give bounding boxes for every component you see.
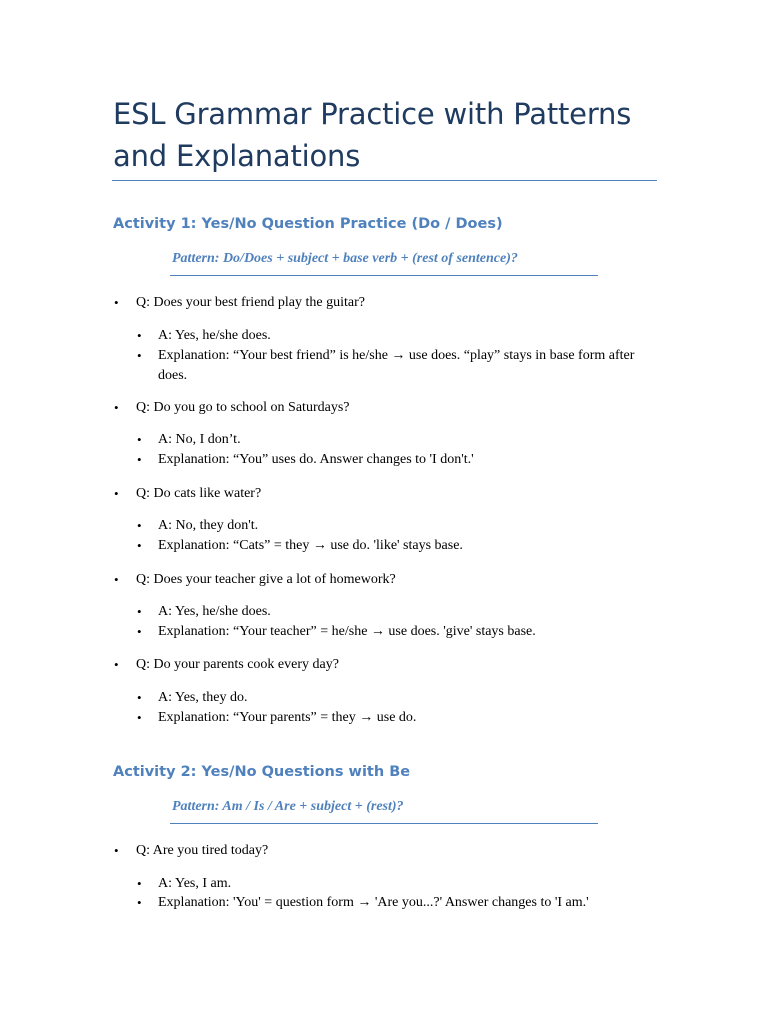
bullet-icon: • [114, 486, 119, 501]
bullet-icon: • [137, 624, 142, 639]
activity-1-pattern-underline [170, 275, 598, 276]
answer-text: A: Yes, he/she does. [158, 604, 271, 619]
bullet-icon: • [137, 328, 142, 343]
explanation-text: Explanation: 'You' = question form → 'Are you...?' Answer changes to 'I am.' [158, 895, 589, 910]
bullet-icon: • [114, 295, 119, 310]
document-title: ESL Grammar Practice with Patterns and Explanations [113, 97, 632, 173]
answer-text: A: No, I don’t. [158, 432, 241, 447]
explanation-text: Explanation: “Cats” = they → use do. 'like' stays base. [158, 538, 463, 553]
bullet-icon: • [114, 400, 119, 415]
title-underline [112, 180, 657, 181]
explanation-text: Explanation: “Your best friend” is he/she → use does. “play” stays in base form after does. [158, 348, 635, 383]
question-text: Q: Do your parents cook every day? [136, 657, 339, 672]
activity-1-pattern: Pattern: Do/Does + subject + base verb + (rest of sentence)? [172, 251, 518, 266]
question-text: Q: Do you go to school on Saturdays? [136, 400, 350, 415]
activity-2-pattern: Pattern: Am / Is / Are + subject + (rest)? [172, 799, 404, 814]
bullet-icon: • [137, 538, 142, 553]
bullet-icon: • [137, 452, 142, 467]
bullet-icon: • [114, 572, 119, 587]
question-text: Q: Does your teacher give a lot of homework? [136, 572, 396, 587]
activity-2-heading: Activity 2: Yes/No Questions with Be [113, 764, 411, 780]
question-text: Q: Does your best friend play the guitar? [136, 295, 365, 310]
bullet-icon: • [137, 895, 142, 910]
bullet-icon: • [137, 432, 142, 447]
bullet-icon: • [137, 690, 142, 705]
answer-text: A: No, they don't. [158, 518, 259, 533]
bullet-icon: • [137, 518, 142, 533]
bullet-icon: • [137, 604, 142, 619]
bullet-icon: • [114, 657, 119, 672]
explanation-text: Explanation: “Your teacher” = he/she → use does. 'give' stays base. [158, 624, 536, 639]
explanation-text: Explanation: “You” uses do. Answer changes to 'I don't.' [158, 452, 474, 467]
bullet-icon: • [137, 876, 142, 891]
answer-text: A: Yes, I am. [158, 876, 232, 891]
bullet-icon: • [114, 843, 119, 858]
answer-text: A: Yes, they do. [158, 690, 248, 705]
activity-2-pattern-underline [170, 823, 598, 824]
question-text: Q: Do cats like water? [136, 486, 262, 501]
question-text: Q: Are you tired today? [136, 843, 269, 858]
explanation-text: Explanation: “Your parents” = they → use do. [158, 710, 417, 725]
bullet-icon: • [137, 348, 142, 363]
answer-text: A: Yes, he/she does. [158, 328, 271, 343]
bullet-icon: • [137, 710, 142, 725]
activity-1-heading: Activity 1: Yes/No Question Practice (Do / Does) [113, 216, 503, 232]
